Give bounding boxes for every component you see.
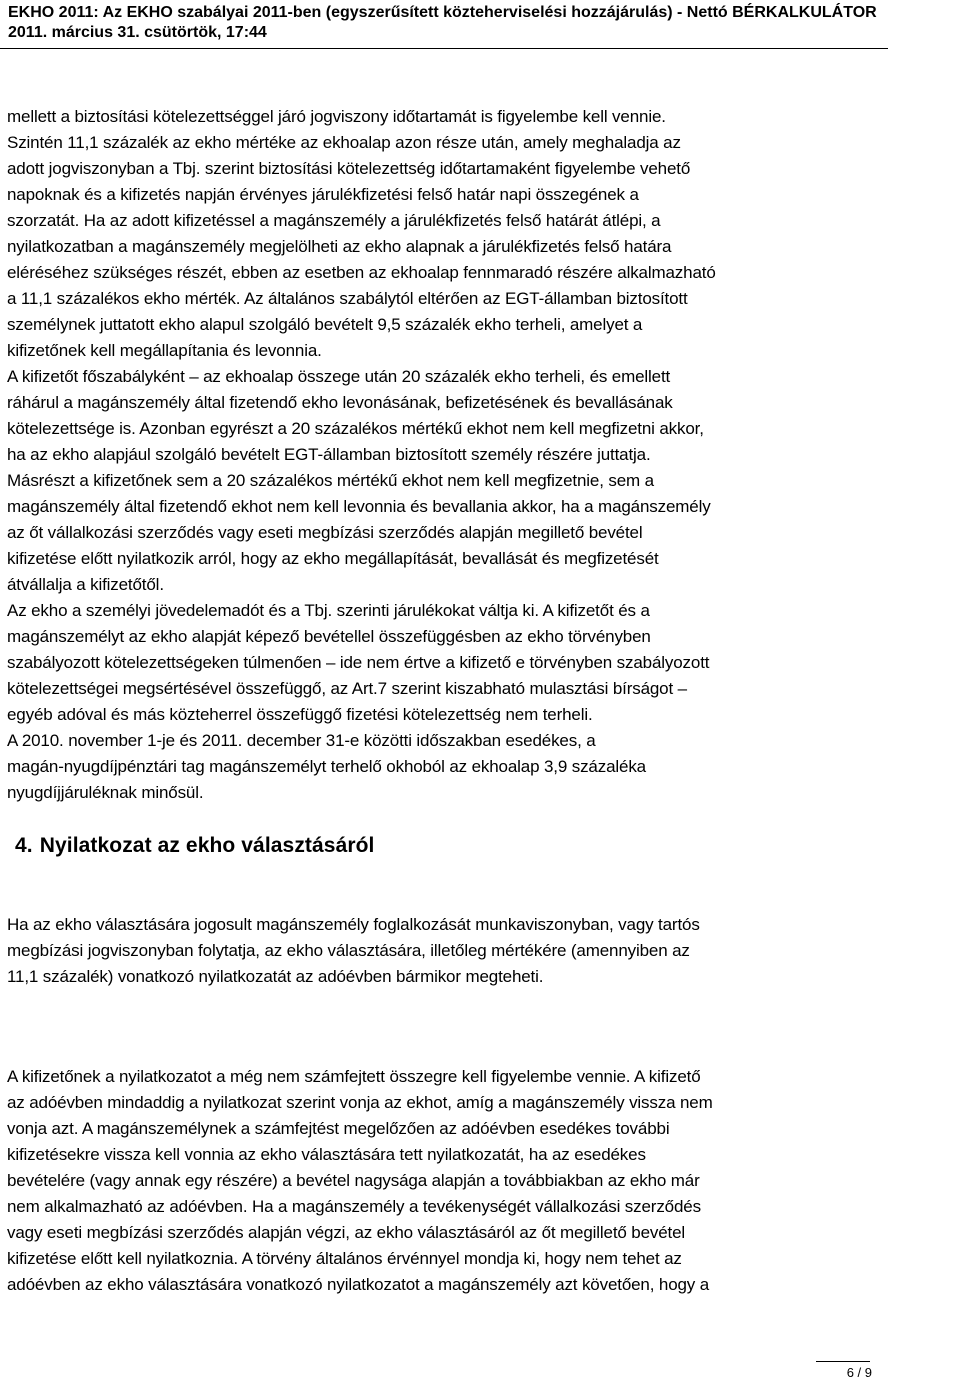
section-heading [15,832,957,860]
text-line: kötelezettségei megsértésével összefüggő, az Art.7 szerint kiszabható mulasztási bírságot – [7,679,687,698]
text-line: megbízási jogviszonyban folytatja, az ekho választására, illetőleg mértékére (amennyiben az [7,941,690,960]
paragraph-rules [7,104,957,364]
text-line: kifizetése előtt nyilatkozik arról, hogy az ekho megállapítását, bevallását és megfizetését [7,549,659,568]
text-line: A kifizetőt főszabályként – az ekhoalap összege után 20 százalék ekho terheli, és emellett [7,367,671,386]
text-line: Az ekho a személyi jövedelemadót és a Tbj. szerinti járulékokat váltja ki. A kifizetőt és a [7,601,650,620]
paragraph-employer-obligations [7,364,957,598]
text-line: ha az ekho alapjául szolgáló bevételt EGT-államban biztosított személy részére juttatja. [7,445,651,464]
text-line: a 11,1 százalékos ekho mérték. Az általános szabálytól eltérően az EGT-államban biztosított [7,289,688,308]
text-line: kifizetésekre vissza kell vonnia az ekho választására tett nyilatkozatát, ha az esedékes [7,1145,646,1164]
section-number: 4. [15,834,33,857]
text-line: napoknak és a kifizetés napján érvényes járulékfizetési felső határ napi összegének a [7,185,639,204]
text-line: A 2010. november 1-je és 2011. december 31-e közötti időszakban esedékes, a [7,731,596,750]
footer-divider [816,1361,870,1362]
text-line: szorzatát. Ha az adott kifizetéssel a magánszemély a járulékfizetés felső határát átlépi, a [7,211,661,230]
paragraph-employer-declaration [7,1064,957,1298]
text-line: kötelezettsége is. Azonban egyrészt a 20 százalékos mértékű ekhot nem kell megfizetni akkor, [7,419,704,438]
article-content [7,104,957,1298]
text-line: magánszemély által fizetendő ekhot nem kell levonnia és bevallania akkor, ha a magánszemély [7,497,711,516]
text-line: kifizetőnek kell megállapítania és levonnia. [7,341,322,360]
text-line: vagy eseti megbízási szerződés alapján végzi, az ekho választásáról az őt megillető bevétel [7,1223,686,1242]
text-line: vonja azt. A magánszemélynek a számfejtést megelőzően az adóévben esedékes további [7,1119,670,1138]
text-line: adott jogviszonyban a Tbj. szerint biztosítási kötelezettség időtartamaként figyelembe vehető [7,159,691,178]
text-line: egyéb adóval és más közteherrel összefüggő fizetési kötelezettség nem terheli. [7,705,593,724]
page-header [8,3,960,43]
paragraph-declaration [7,912,957,990]
text-line: átvállalja a kifizetőtől. [7,575,164,594]
text-line: személynek juttatott ekho alapul szolgáló bevételt 9,5 százalék ekho terheli, amelyet a [7,315,643,334]
text-line: magán-nyugdíjpénztári tag magánszemélyt terhelő okhoból az ekhoalap 3,9 százaléka [7,757,646,776]
document-title: EKHO 2011: Az EKHO szabályai 2011-ben (egyszerűsített közteherviselési hozzájárulás) - Nettó BÉRKALKULÁTOR [8,4,877,21]
text-line: az adóévben mindaddig a nyilatkozat szerint vonja az ekhot, amíg a magánszemély vissza nem [7,1093,713,1112]
paragraph-pension [7,728,957,806]
text-line: magánszemélyt az ekho alapját képező bevétellel összefüggésben az ekho törvényben [7,627,651,646]
text-line: nyugdíjjáruléknak minősül. [7,783,204,802]
text-line: nem alkalmazható az adóévben. Ha a magánszemély a tevékenységét vállalkozási szerződés [7,1197,701,1216]
text-line: 11,1 százalék) vonatkozó nyilatkozatát az adóévben bármikor megteheti. [7,967,544,986]
text-line: az őt vállalkozási szerződés vagy eseti megbízási szerződés alapján megillető bevétel [7,523,643,542]
text-line: Szintén 11,1 százalék az ekho mértéke az ekhoalap azon része után, amely meghaladja az [7,133,681,152]
text-line: A kifizetőnek a nyilatkozatot a még nem számfejtett összegre kell figyelembe vennie. A kifizető [7,1067,701,1086]
text-line: eléréséhez szükséges részét, ebben az esetben az ekhoalap fennmaradó részére alkalmazható [7,263,716,282]
text-line: nyilatkozatban a magánszemély megjelölheti az ekho alapnak a járulékfizetés felső határa [7,237,672,256]
text-line: kifizetése előtt kell nyilatkoznia. A törvény általános érvénnyel mondja ki, hogy nem tehet az [7,1249,682,1268]
text-line: ráhárul a magánszemély által fizetendő ekho levonásának, befizetésének és bevallásának [7,393,673,412]
text-line: mellett a biztosítási kötelezettséggel járó jogviszony időtartamát is figyelembe kell vennie. [7,107,666,126]
text-line: Ha az ekho választására jogosult magánszemély foglalkozását munkaviszonyban, vagy tartós [7,915,700,934]
page-number: 6 / 9 [846,1365,872,1380]
text-line: szabályozott kötelezettségeken túlmenően – ide nem értve a kifizető e törvényben szabályozott [7,653,710,672]
document-date: 2011. március 31. csütörtök, 17:44 [8,24,267,41]
text-line: adóévben az ekho választására vonatkozó nyilatkozatot a magánszemély azt követően, hogy a [7,1275,710,1294]
text-line: bevételére (vagy annak egy részére) a bevétel nagysága alapján a továbbiakban az ekho már [7,1171,700,1190]
section-title: Nyilatkozat az ekho választásáról [39,834,375,857]
header-divider [0,48,888,49]
paragraph-replacement [7,598,957,728]
text-line: Másrészt a kifizetőnek sem a 20 százalékos mértékű ekhot nem kell megfizetnie, sem a [7,471,654,490]
